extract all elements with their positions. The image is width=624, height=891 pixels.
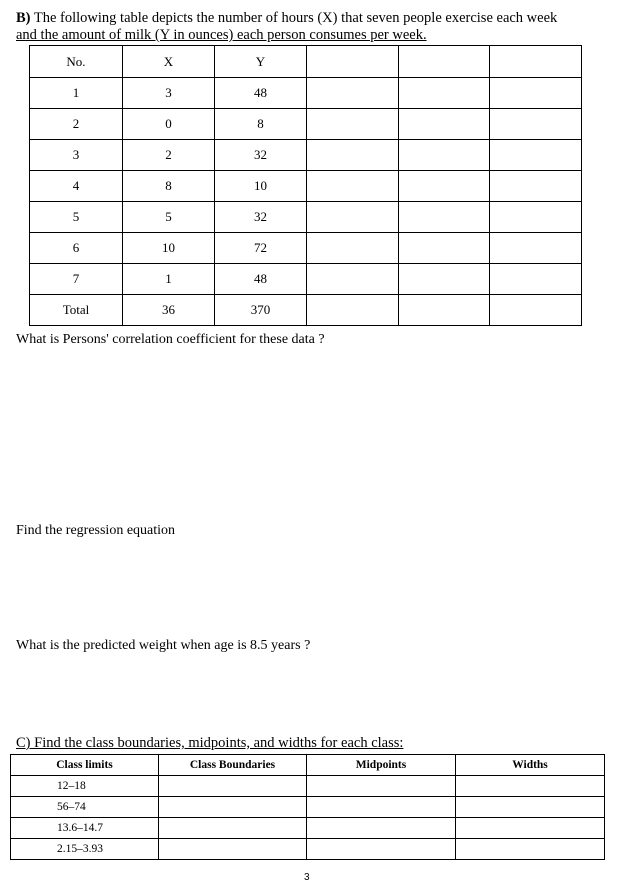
header-blank-1 [307,46,399,78]
cell-x: 1 [123,264,215,295]
table-row [30,264,582,295]
cell-x: 2 [123,140,215,171]
cell-blank [456,797,605,818]
cell-blank [399,78,490,109]
cell-y: 32 [215,202,307,233]
table-row [30,140,582,171]
cell-no: 3 [30,140,123,171]
exercise-milk-table [29,45,582,326]
cell-blank [159,818,307,839]
class-boundaries-table [10,754,605,860]
cell-y: 32 [215,140,307,171]
cell-blank [490,140,582,171]
cell-y: 48 [215,78,307,109]
header-y: Y [215,46,307,78]
cell-x: 10 [123,233,215,264]
cell-no: 2 [30,109,123,140]
cell-blank [399,264,490,295]
table-header-row [30,46,582,78]
cell-blank [399,202,490,233]
cell-blank [399,109,490,140]
cell-blank [490,171,582,202]
table-row [30,202,582,233]
cell-blank [307,818,456,839]
cell-x: 0 [123,109,215,140]
cell-blank [307,109,399,140]
header-no: No. [30,46,123,78]
cell-x: 8 [123,171,215,202]
class-limit: 56–74 [11,797,159,818]
cell-blank [399,171,490,202]
class-limit: 12–18 [11,776,159,797]
question-correlation: What is Persons' correlation coefficient for these data ? [16,332,325,347]
cell-blank [490,202,582,233]
section-b-line2: and the amount of milk (Y in ounces) each person consumes per week. [16,27,427,43]
cell-blank [456,818,605,839]
table-row [30,109,582,140]
cell-no: 7 [30,264,123,295]
cell-no: 1 [30,78,123,109]
cell-blank [399,295,490,326]
cell-blank [307,264,399,295]
cell-x: 3 [123,78,215,109]
cell-blank [307,140,399,171]
table-row [30,78,582,109]
cell-blank [307,776,456,797]
cell-x: 5 [123,202,215,233]
header-class-limits: Class limits [11,755,159,776]
question-prediction: What is the predicted weight when age is 8.5 years ? [16,638,311,653]
header-x: X [123,46,215,78]
cell-blank [456,776,605,797]
header-widths: Widths [456,755,605,776]
header-class-boundaries: Class Boundaries [159,755,307,776]
table-row [30,233,582,264]
cell-blank [490,109,582,140]
cell-no: 6 [30,233,123,264]
page-number: 3 [304,872,310,883]
table-row [11,776,605,797]
cell-y: 72 [215,233,307,264]
cell-y: 8 [215,109,307,140]
total-x: 36 [123,295,215,326]
cell-y: 48 [215,264,307,295]
cell-blank [490,295,582,326]
cell-blank [307,839,456,860]
table-row [11,818,605,839]
cell-blank [159,776,307,797]
section-c-title: C) Find the class boundaries, midpoints, and widths for each class: [16,735,404,751]
cell-blank [307,78,399,109]
class-limit: 13.6–14.7 [11,818,159,839]
cell-no: 5 [30,202,123,233]
cell-blank [307,295,399,326]
header-blank-2 [399,46,490,78]
cell-blank [399,140,490,171]
cell-no: 4 [30,171,123,202]
table-row [11,797,605,818]
cell-blank [490,78,582,109]
question-regression: Find the regression equation [16,523,176,538]
cell-blank [159,839,307,860]
cell-blank [399,233,490,264]
cell-blank [307,202,399,233]
table-header-row [11,755,605,776]
cell-blank [307,797,456,818]
total-label: Total [30,295,123,326]
cell-blank [307,233,399,264]
header-blank-3 [490,46,582,78]
table-total-row [30,295,582,326]
header-midpoints: Midpoints [307,755,456,776]
section-b-intro [16,10,616,44]
cell-blank [307,171,399,202]
table-row [30,171,582,202]
cell-blank [159,797,307,818]
total-y: 370 [215,295,307,326]
cell-blank [490,233,582,264]
cell-blank [456,839,605,860]
section-b-label: B) [16,10,31,26]
cell-y: 10 [215,171,307,202]
class-limit: 2.15–3.93 [11,839,159,860]
cell-blank [490,264,582,295]
section-b-line1: The following table depicts the number of hours (X) that seven people exercise each week [30,10,558,26]
table-row [11,839,605,860]
